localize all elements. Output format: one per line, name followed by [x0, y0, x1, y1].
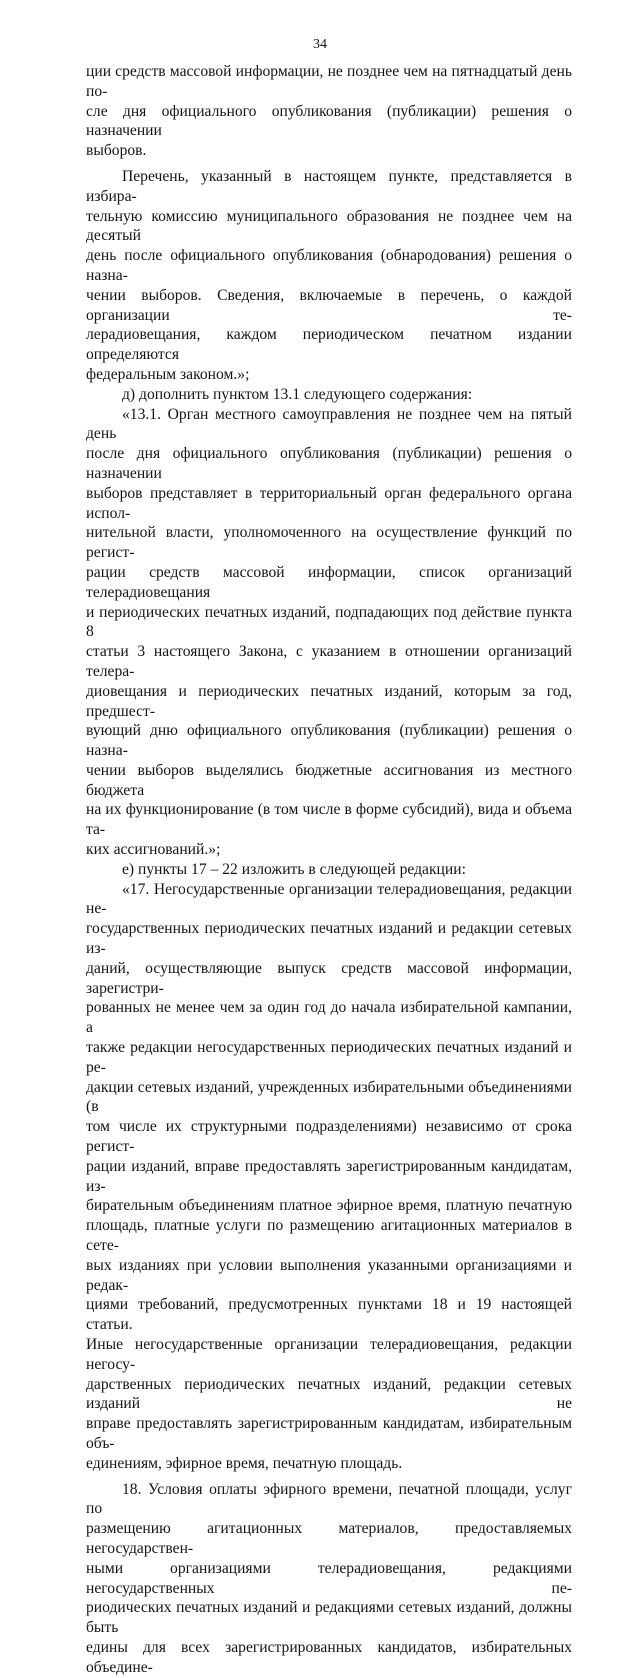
- text-line: д) дополнить пунктом 13.1 следующего содержания:: [122, 385, 473, 403]
- text-line: площадь, платные услуги по размещению агитационных материалов в сете-: [86, 1217, 572, 1255]
- text-line: на их функционирование (в том числе в форме субсидий), вида и объема та-: [86, 801, 572, 839]
- text-line: Перечень, указанный в настоящем пункте, представляется в избира-: [86, 167, 572, 205]
- text-line: день после официального опубликования (обнародования) решения о назна-: [86, 247, 572, 284]
- paragraph: [86, 167, 572, 385]
- text-line: после дня официального опубликования (публикации) решения о назначении: [86, 445, 572, 482]
- paragraph: [86, 385, 572, 405]
- text-line: чении выборов выделялись бюджетные ассигнования из местного бюджета: [86, 761, 572, 799]
- paragraph: [86, 62, 572, 161]
- text-line: государственных периодических печатных изданий и редакции сетевых из-: [86, 920, 572, 958]
- text-line: дарственных периодических печатных изданий, редакции сетевых изданий не: [86, 1375, 572, 1413]
- paragraph: [86, 880, 572, 1474]
- paragraph: [86, 860, 572, 880]
- text-line: «17. Негосударственные организации телерадиовещания, редакции не-: [86, 880, 572, 918]
- text-line: ких ассигнований.»;: [86, 841, 221, 859]
- paragraph: [86, 1480, 572, 1678]
- text-line: лерадиовещания, каждом периодическом печатном издании определяются: [86, 326, 572, 364]
- text-line: нительной власти, уполномоченного на осуществление функций по регист-: [86, 524, 572, 562]
- text-line: рованных не менее чем за один год до начала избирательной кампании, а: [86, 999, 572, 1037]
- text-line: ными организациями телерадиовещания, редакциями негосударственных пе-: [86, 1559, 572, 1597]
- text-line: циями требований, предусмотренных пунктами 18 и 19 настоящей статьи.: [86, 1296, 572, 1334]
- paragraph: [86, 405, 572, 860]
- text-line: вующий дню официального опубликования (публикации) решения о назна-: [86, 722, 572, 760]
- text-line: том числе их структурными подразделениями) независимо от срока регист-: [86, 1118, 572, 1156]
- page-number: 34: [313, 37, 327, 52]
- text-line: вых изданиях при условии выполнения указанными организациями и редак-: [86, 1256, 572, 1294]
- text-line: выборов представляет в территориальный орган федерального органа испол-: [86, 484, 572, 522]
- text-line: статьи 3 настоящего Закона, с указанием в отношении организаций телера-: [86, 643, 572, 680]
- text-line: чении выборов. Сведения, включаемые в перечень, о каждой организации те-: [86, 286, 572, 324]
- text-line: федеральным законом.»;: [86, 365, 250, 383]
- text-line: также редакции негосударственных периодических печатных изданий и ре-: [86, 1039, 572, 1076]
- text-line: 18. Условия оплаты эфирного времени, печатной площади, услуг по: [86, 1480, 572, 1518]
- text-line: ции средств массовой информации, не позднее чем на пятнадцатый день по-: [86, 63, 572, 100]
- text-line: е) пункты 17 – 22 изложить в следующей редакции:: [122, 860, 466, 878]
- text-line: едины для всех зарегистрированных кандидатов, избирательных объедине-: [86, 1638, 572, 1676]
- text-line: сле дня официального опубликования (публикации) решения о назначении: [86, 102, 572, 140]
- text-line: бирательным объединениям платное эфирное время, платную печатную: [86, 1197, 572, 1215]
- text-line: вправе предоставлять зарегистрированным кандидатам, избирательным объ-: [86, 1415, 572, 1452]
- text-line: диовещания и периодических печатных изданий, которым за год, предшест-: [86, 682, 572, 720]
- document-body: [86, 62, 572, 1678]
- text-line: рации средств массовой информации, список организаций телерадиовещания: [86, 563, 572, 601]
- text-line: выборов.: [86, 142, 147, 160]
- text-line: тельную комиссию муниципального образования не позднее чем на десятый: [86, 207, 572, 245]
- text-line: «13.1. Орган местного самоуправления не позднее чем на пятый день: [86, 405, 572, 443]
- text-line: единениям, эфирное время, печатную площадь.: [86, 1454, 403, 1472]
- text-line: Иные негосударственные организации телерадиовещания, редакции негосу-: [86, 1336, 572, 1373]
- text-line: размещению агитационных материалов, предоставляемых негосударствен-: [86, 1520, 572, 1557]
- text-line: риодических печатных изданий и редакциями сетевых изданий, должны быть: [86, 1599, 572, 1637]
- text-line: даний, осуществляющие выпуск средств массовой информации, зарегистри-: [86, 959, 572, 997]
- text-line: дакции сетевых изданий, учрежденных избирательными объединениями (в: [86, 1078, 572, 1116]
- text-line: рации изданий, вправе предоставлять зарегистрированным кандидатам, из-: [86, 1157, 572, 1195]
- text-line: и периодических печатных изданий, подпадающих под действие пункта 8: [86, 603, 572, 641]
